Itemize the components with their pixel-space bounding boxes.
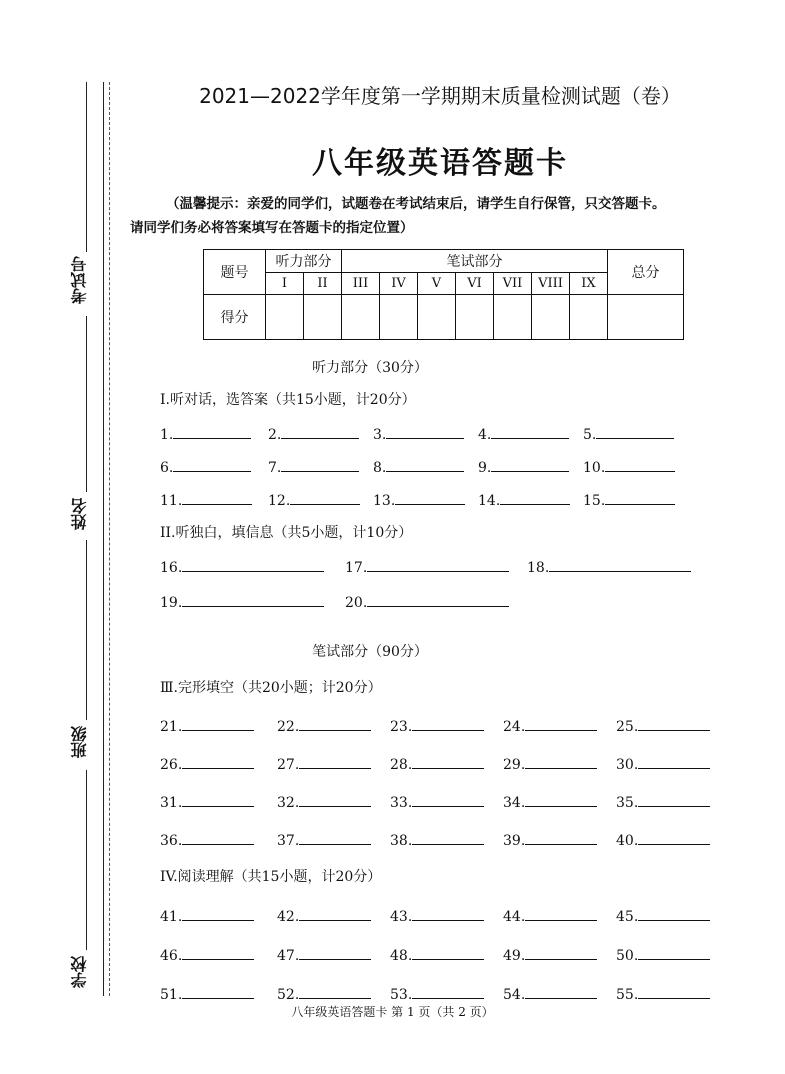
question-number: 21.	[160, 719, 183, 735]
question-number: 37.	[277, 833, 300, 849]
score-cell-6[interactable]	[456, 295, 494, 340]
answer-line[interactable]	[182, 945, 254, 960]
answer-line[interactable]	[173, 457, 251, 472]
score-table-col-6: VI	[456, 273, 494, 295]
question-number: 13.	[373, 493, 396, 509]
answer-blank[interactable]	[277, 792, 371, 811]
answer-blank[interactable]	[160, 754, 254, 773]
answer-blank[interactable]	[345, 557, 509, 576]
question-number: 18.	[527, 560, 550, 576]
answer-line[interactable]	[638, 984, 710, 999]
card-title: 八年级英语答题卡	[312, 146, 568, 181]
answer-line[interactable]	[491, 457, 569, 472]
answer-blank[interactable]	[527, 557, 691, 576]
question-number: 7.	[268, 460, 282, 476]
answer-line[interactable]	[182, 557, 324, 572]
answer-blank[interactable]	[503, 754, 597, 773]
question-number: 51.	[160, 987, 183, 1003]
answer-blank[interactable]	[277, 945, 371, 964]
question-number: 53.	[390, 987, 413, 1003]
score-table-col-1: I	[266, 273, 304, 295]
answer-line[interactable]	[367, 592, 509, 607]
question-number: 15.	[583, 493, 606, 509]
answer-line[interactable]	[299, 716, 371, 731]
question-number: 24.	[503, 719, 526, 735]
answer-blank[interactable]	[390, 716, 484, 735]
score-table-score-label: 得分	[204, 295, 266, 340]
answer-blank[interactable]	[160, 984, 254, 1003]
answer-line[interactable]	[182, 716, 254, 731]
binding-line-solid	[103, 82, 104, 996]
answer-line[interactable]	[367, 557, 509, 572]
answer-line[interactable]	[386, 424, 464, 439]
answer-line[interactable]	[525, 945, 597, 960]
answer-blank[interactable]	[160, 792, 254, 811]
answer-blank[interactable]	[390, 984, 484, 1003]
question-number: 10.	[583, 460, 606, 476]
answer-line[interactable]	[412, 830, 484, 845]
answer-line[interactable]	[182, 830, 254, 845]
question-number: 17.	[345, 560, 368, 576]
answer-line[interactable]	[491, 424, 569, 439]
answer-line[interactable]	[412, 945, 484, 960]
answer-line[interactable]	[182, 754, 254, 769]
class-line	[86, 540, 88, 720]
answer-blank[interactable]	[390, 754, 484, 773]
score-cell-total[interactable]	[608, 295, 684, 340]
answer-line[interactable]	[299, 945, 371, 960]
score-table-col-9: IX	[570, 273, 608, 295]
writing-section-title: 笔试部分（90分）	[312, 644, 428, 660]
question-number: 48.	[390, 948, 413, 964]
answer-blank[interactable]	[373, 457, 464, 476]
answer-line[interactable]	[412, 984, 484, 999]
answer-line[interactable]	[299, 906, 371, 921]
score-cell-7[interactable]	[494, 295, 532, 340]
question-number: 23.	[390, 719, 413, 735]
question-number: 27.	[277, 757, 300, 773]
answer-line[interactable]	[182, 490, 252, 505]
question-number: 6.	[160, 460, 174, 476]
answer-line[interactable]	[299, 754, 371, 769]
score-table-col-7: VII	[494, 273, 532, 295]
side-label-name: 姓名	[70, 498, 89, 530]
answer-line[interactable]	[525, 754, 597, 769]
answer-blank[interactable]	[160, 945, 254, 964]
answer-line[interactable]	[299, 792, 371, 807]
answer-blank[interactable]	[160, 592, 324, 611]
exam-title: 2021—2022学年度第一学期期末质量检测试题（卷）	[199, 84, 681, 108]
score-cell-3[interactable]	[342, 295, 380, 340]
answer-line[interactable]	[412, 754, 484, 769]
question-number: 9.	[478, 460, 492, 476]
answer-blank[interactable]	[373, 490, 465, 509]
answer-blank[interactable]	[277, 984, 371, 1003]
question-number: 16.	[160, 560, 183, 576]
question-number: 46.	[160, 948, 183, 964]
question-number: 52.	[277, 987, 300, 1003]
answer-line[interactable]	[281, 457, 359, 472]
question-number: 34.	[503, 795, 526, 811]
answer-blank[interactable]	[503, 984, 597, 1003]
school-line	[86, 770, 88, 950]
answer-blank[interactable]	[160, 906, 254, 925]
question-number: 36.	[160, 833, 183, 849]
question-number: 43.	[390, 909, 413, 925]
answer-blank[interactable]	[503, 945, 597, 964]
score-table-col-3: III	[342, 273, 380, 295]
answer-blank[interactable]	[373, 424, 464, 443]
score-table-col-5: V	[418, 273, 456, 295]
answer-blank[interactable]	[160, 457, 251, 476]
answer-line[interactable]	[182, 984, 254, 999]
answer-blank[interactable]	[160, 424, 251, 443]
name-line	[86, 316, 88, 492]
question-number: 45.	[616, 909, 639, 925]
answer-blank[interactable]	[503, 716, 597, 735]
question-number: 41.	[160, 909, 183, 925]
score-table	[203, 249, 684, 340]
answer-blank[interactable]	[268, 490, 360, 509]
question-number: 32.	[277, 795, 300, 811]
question-number: 44.	[503, 909, 526, 925]
answer-line[interactable]	[525, 830, 597, 845]
answer-line[interactable]	[395, 490, 465, 505]
answer-line[interactable]	[290, 490, 360, 505]
score-cell-4[interactable]	[380, 295, 418, 340]
answer-blank[interactable]	[268, 424, 359, 443]
answer-blank[interactable]	[277, 906, 371, 925]
question-number: 54.	[503, 987, 526, 1003]
score-cell-5[interactable]	[418, 295, 456, 340]
side-label-class: 班级	[70, 726, 89, 758]
score-table-col-8: VIII	[532, 273, 570, 295]
question-number: 19.	[160, 595, 183, 611]
answer-line[interactable]	[525, 984, 597, 999]
answer-blank[interactable]	[277, 754, 371, 773]
answer-blank[interactable]	[478, 490, 570, 509]
answer-line[interactable]	[525, 716, 597, 731]
question-number: 30.	[616, 757, 639, 773]
notice	[130, 192, 750, 240]
answer-blank[interactable]	[616, 754, 710, 773]
answer-blank[interactable]	[160, 830, 254, 849]
answer-blank[interactable]	[160, 557, 324, 576]
answer-line[interactable]	[638, 945, 710, 960]
answer-blank[interactable]	[616, 984, 710, 1003]
question-number: 39.	[503, 833, 526, 849]
answer-line[interactable]	[549, 557, 691, 572]
answer-blank[interactable]	[503, 792, 597, 811]
answer-line[interactable]	[182, 906, 254, 921]
answer-line[interactable]	[182, 592, 324, 607]
listening-section-title: 听力部分（30分）	[312, 360, 428, 376]
answer-blank[interactable]	[583, 490, 675, 509]
score-table-col-4: IV	[380, 273, 418, 295]
notice-line-2: 请同学们务必将答案填写在答题卡的指定位置）	[130, 220, 414, 236]
answer-line[interactable]	[525, 792, 597, 807]
answer-line[interactable]	[638, 830, 710, 845]
score-table-listening: 听力部分	[266, 250, 342, 273]
question-number: 35.	[616, 795, 639, 811]
answer-blank[interactable]	[390, 792, 484, 811]
answer-blank[interactable]	[345, 592, 509, 611]
answer-blank[interactable]	[583, 424, 674, 443]
question-number: 4.	[478, 427, 492, 443]
answer-line[interactable]	[638, 792, 710, 807]
question-number: 2.	[268, 427, 282, 443]
question-number: 49.	[503, 948, 526, 964]
answer-line[interactable]	[386, 457, 464, 472]
question-number: 22.	[277, 719, 300, 735]
answer-line[interactable]	[638, 716, 710, 731]
question-number: 20.	[345, 595, 368, 611]
question-number: 28.	[390, 757, 413, 773]
score-cell-2[interactable]	[304, 295, 342, 340]
question-number: 25.	[616, 719, 639, 735]
answer-blank[interactable]	[503, 830, 597, 849]
answer-blank[interactable]	[268, 457, 359, 476]
score-table-col-2: II	[304, 273, 342, 295]
part2-title: II.听独白，填信息（共5小题，计10分）	[160, 525, 413, 541]
answer-blank[interactable]	[616, 792, 710, 811]
exam-no-line	[86, 82, 88, 252]
question-number: 11.	[160, 493, 183, 509]
answer-line[interactable]	[638, 906, 710, 921]
answer-line[interactable]	[605, 490, 675, 505]
answer-line[interactable]	[182, 792, 254, 807]
score-table-total: 总分	[608, 250, 684, 295]
answer-line[interactable]	[299, 830, 371, 845]
answer-blank[interactable]	[160, 716, 254, 735]
question-number: 5.	[583, 427, 597, 443]
answer-line[interactable]	[412, 906, 484, 921]
binding-margin	[0, 0, 120, 1074]
question-number: 29.	[503, 757, 526, 773]
answer-line[interactable]	[596, 424, 674, 439]
answer-blank[interactable]	[478, 457, 569, 476]
side-label-school: 学校	[70, 956, 89, 988]
answer-blank[interactable]	[583, 457, 675, 476]
answer-blank[interactable]	[616, 906, 710, 925]
answer-line[interactable]	[299, 984, 371, 999]
part4-title: IV.阅读理解（共15小题，计20分）	[160, 869, 382, 885]
answer-blank[interactable]	[616, 830, 710, 849]
question-number: 42.	[277, 909, 300, 925]
score-cell-1[interactable]	[266, 295, 304, 340]
part1-title: I.听对话，选答案（共15小题，计20分）	[160, 392, 416, 408]
question-number: 8.	[373, 460, 387, 476]
answer-line[interactable]	[281, 424, 359, 439]
question-number: 14.	[478, 493, 501, 509]
score-cell-8[interactable]	[532, 295, 570, 340]
question-number: 26.	[160, 757, 183, 773]
answer-blank[interactable]	[160, 490, 252, 509]
answer-blank[interactable]	[390, 830, 484, 849]
question-number: 12.	[268, 493, 291, 509]
question-number: 38.	[390, 833, 413, 849]
answer-blank[interactable]	[616, 945, 710, 964]
question-number: 40.	[616, 833, 639, 849]
answer-line[interactable]	[605, 457, 675, 472]
binding-line-dashed	[109, 82, 110, 996]
question-number: 47.	[277, 948, 300, 964]
answer-line[interactable]	[173, 424, 251, 439]
answer-line[interactable]	[412, 716, 484, 731]
page-footer: 八年级英语答题卡 第 1 页（共 2 页）	[291, 1005, 494, 1019]
answer-blank[interactable]	[503, 906, 597, 925]
answer-blank[interactable]	[277, 716, 371, 735]
question-number: 3.	[373, 427, 387, 443]
answer-blank[interactable]	[390, 945, 484, 964]
answer-blank[interactable]	[616, 716, 710, 735]
answer-line[interactable]	[638, 754, 710, 769]
question-number: 33.	[390, 795, 413, 811]
answer-blank[interactable]	[277, 830, 371, 849]
answer-line[interactable]	[525, 906, 597, 921]
score-table-writing: 笔试部分	[342, 250, 608, 273]
answer-blank[interactable]	[390, 906, 484, 925]
answer-line[interactable]	[412, 792, 484, 807]
score-table-tihao: 题号	[204, 250, 266, 295]
score-cell-9[interactable]	[570, 295, 608, 340]
answer-blank[interactable]	[478, 424, 569, 443]
notice-line-1: （温馨提示：亲爱的同学们，试题卷在考试结束后，请学生自行保管，只交答题卡。	[166, 196, 666, 212]
side-label-exam-no: 考试号	[70, 256, 89, 304]
question-number: 31.	[160, 795, 183, 811]
question-number: 50.	[616, 948, 639, 964]
question-number: 1.	[160, 427, 174, 443]
question-number: 55.	[616, 987, 639, 1003]
part3-title: Ⅲ.完形填空（共20小题；计20分）	[160, 680, 382, 696]
answer-line[interactable]	[500, 490, 570, 505]
